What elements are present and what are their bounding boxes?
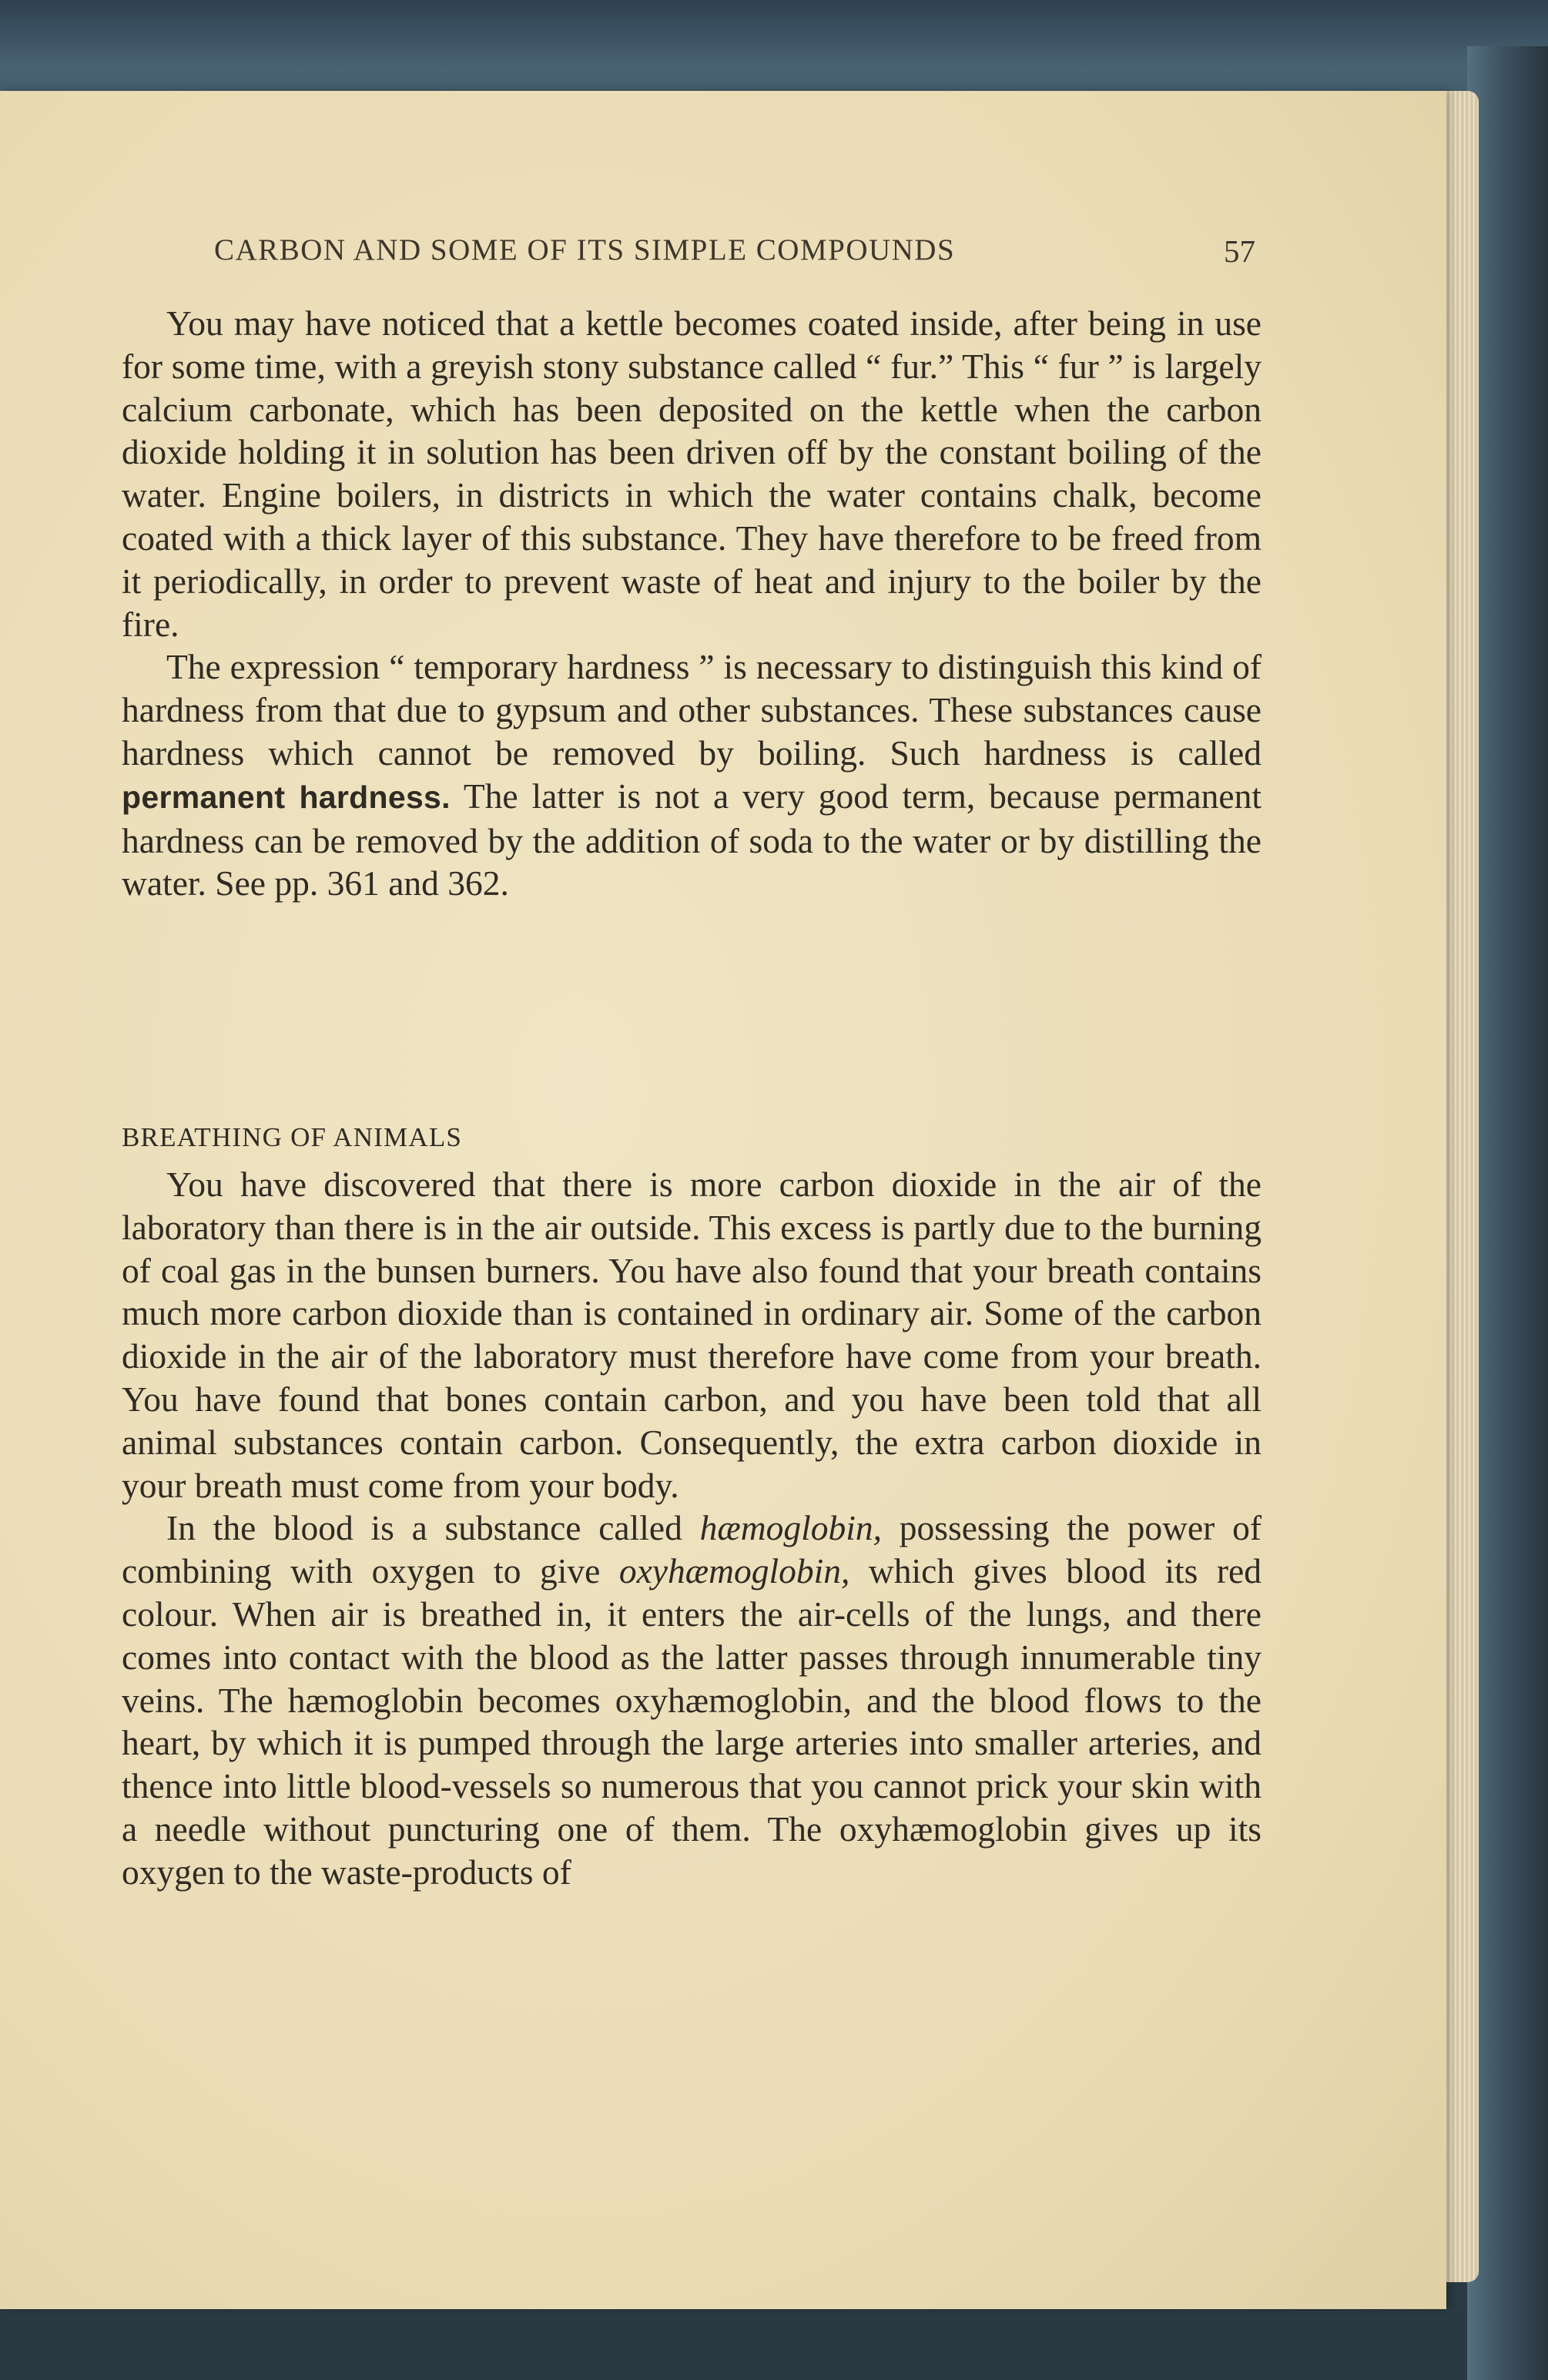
paragraph-block-2	[122, 1121, 1262, 1155]
paragraph-block-3	[122, 1163, 1262, 1894]
paragraph-text: possessing the power of combining with oxygen to give	[122, 1508, 1262, 1591]
paragraph-text: which gives blood its red colour. When air is breathed in, it enters the air-cells of the lungs, and there comes into contact with the blood as the latter passes through innumerable tiny veins. The hæmoglobin becomes oxyhæmoglobin, and the blood flows to the heart, by which it is pumped through the large arteries into smaller arteries, and thence into little blood-vessels so numerous that you cannot prick your skin with a needle without puncturing one of them. The oxyhæmoglobin gives up its oxygen to the waste-products of	[122, 1551, 1262, 1892]
bold-term-permanent-hardness: permanent hardness.	[122, 779, 451, 815]
page-number: 57	[1224, 233, 1255, 269]
page-header	[214, 233, 1255, 279]
paragraph-hardness	[122, 645, 1262, 905]
paragraph-laboratory-air: You have discovered that there is more carbon dioxide in the air of the laboratory than there is in the air outside. This excess is partly due to the burning of coal gas in the bunsen burners. You have also found that your breath contains much more carbon dioxide than is contained in ordinary air. Some of the carbon dioxide in the air of the laboratory must therefore have come from your breath. You have found that bones contain carbon, and you have been told that all animal substances contain carbon. Consequently, the extra carbon dioxide in your breath must come from your body.	[122, 1165, 1262, 1505]
italic-term-oxyhaemoglobin: oxyhæmoglobin,	[618, 1551, 850, 1591]
running-head: CARBON AND SOME OF ITS SIMPLE COMPOUNDS	[214, 233, 956, 266]
paragraph-text: The latter is not a very good term, because permanent hardness can be removed by the addition of soda to the water or by distilling the water. See pp. 361 and 362.	[122, 776, 1262, 903]
paragraph-kettle-fur: You may have noticed that a kettle becomes coated inside, after being in use for some time, with a greyish stony substance called “ fur.” This “ fur ” is largely calcium carbonate, which has been deposited on the kettle when the carbon dioxide holding it in solution has been driven off by the constant boiling of the water. Engine boilers, in districts in which the water contains chalk, become coated with a thick layer of this substance. They have therefore to be freed from it periodically, in order to prevent waste of heat and injury to the boiler by the fire.	[122, 303, 1262, 644]
book-cover-right-edge	[1467, 46, 1548, 2380]
section-heading: BREATHING OF ANIMALS	[122, 1122, 463, 1152]
paragraph-text: In the blood is a substance called	[166, 1508, 700, 1548]
paragraph-text: The expression “ temporary hardness ” is necessary to distinguish this kind of hardness from that due to gypsum and other substances. These substances cause hardness which cannot be removed by boiling. Such hardness is called	[122, 647, 1262, 773]
italic-term-haemoglobin: hæmoglobin,	[699, 1508, 883, 1548]
paragraph-haemoglobin	[122, 1507, 1262, 1893]
paragraph-block-1	[122, 302, 1262, 905]
